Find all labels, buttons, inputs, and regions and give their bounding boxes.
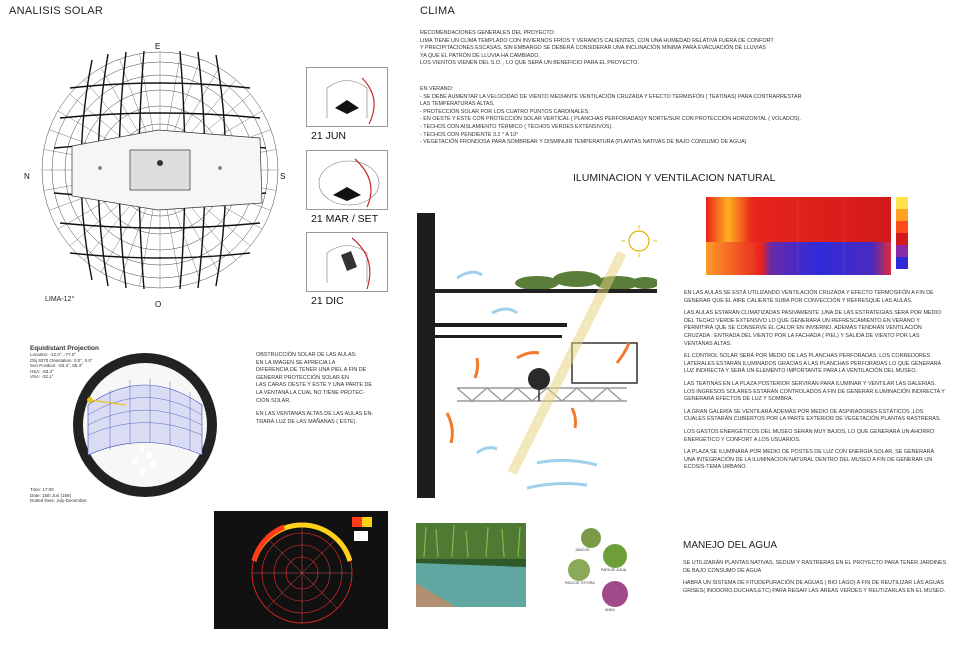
section-diagram — [417, 213, 657, 498]
equidistant-meta: Location: -12.0°, -77.0° Obj 9370 Orientation: 0.0°, 0.0° Sun Position: -83.3°, 55.3° HSA: -83.3° VSA: -32.1° — [30, 352, 93, 379]
iluminacion-title: ILUMINACION Y VENTILACION NATURAL — [573, 172, 776, 184]
thumb-label-mar: 21 MAR / SET — [311, 213, 379, 225]
solar-title: ANALISIS SOLAR — [9, 5, 104, 17]
thumb-label-dic: 21 DIC — [311, 295, 344, 307]
equidistant-projection — [30, 345, 245, 505]
clima-title: CLIMA — [420, 5, 456, 17]
thumb-21-mar-set — [306, 150, 388, 210]
thumb-21-dic — [306, 232, 388, 292]
compass-o: O — [155, 300, 162, 309]
agua-text: SE UTILIZARÁN PLANTAS NATIVAS, SEDUM Y RASTRERAS EN EL PROYECTO PARA TENER JARDINES DE BAJO CONSUMO DE AGUA HABRÁ UN SISTEMA DE FITUDEPURACIÓN DE AGUAS ( BIO LAGO) A FIN DE REUTILIZAR LAS AGUAS GRISES( INODORO,DUCHAS,ETC) PARA REGAR LAS ÁREAS VERDES Y REUTIZARLAS EN EL MUSEO. — [683, 560, 947, 594]
plant-label-4: ANEA — [605, 608, 615, 612]
iluminacion-text: EN LAS AULAS SE ESTÁ UTILIZANDO VENTILACIÓN CRUZADA Y EFECTO TERMOSIFÓN A FIN DE GENERAR QUE EL AIRE CALIENTE SUBA POR CONVECCIÓN Y REFRESQUE LAS AULAS. LAS AULAS ESTARÁN CLIMATIZADAS PASIVAMENTE ,UNA DE LAS ESTRATEGIAS SERÁ POR MEDIO DEL TECHO VERDE EXTENSIVO LO QUE GENERARÁ UN REFRESCAMIENTO EN VERANO Y PERMITIRÁ QUE SE CONSERVE EL CALOR EN INVIERNO, ADEMÁS TENDRÁN VENTILACIÓN CRUZADA : ENTRADA DEL VIENTO POR LA FACHADA ( PIEL) Y SALIDA DE VIENTO POR LAS VENTANAS ALTAS. EL CONTROL SOLAR SERÁ POR MEDIO DE LAS PLANCHAS PERFORADAS. LOS CORREDORES LATERALES ESTARÁN ILUMINADOS GRACIAS A LAS PLANCHAS PERFORADAS LO QUE GENERARÁ LUZ INDIRECTA Y SERÁ UN ELEMENTO IMPORTANTE PARA LA VENTILACIÓN DEL MUSEO. LAS TEATINAS EN LA PLAZA POSTERIOR SERVIRÁN PARA ILUMINAR Y VENTILAR LAS GALERÍAS. LOS INGRESOS SOLARES ESTARÁN CONTROLADOS A FIN DE GENERAR ILUMINACIÓN INDIRECTA Y GENERARÁ EFECTOS DE LUZ Y SOMBRA. LA GRAN GALERÍA SE VENTILARÁ ADEMÁS POR MEDIO DE ASPIRADORES ESTÁTICOS ,LOS CUALES ESTARÁN CUBIERTOS POR LA PARTE EXTERIOR DE VEGETACIÓN PLANTAS RASTRERAS. LOS GASTOS ENERGÉTICOS DEL MUSEO SERÁN MUY BAJOS, LO QUE GENERARÁ UN AHORRO ENERGÉTICO Y CONFORT A LOS USUARIOS. LA PLAZA SE ILUMINARÁ POR MEDIO DE POSTES DE LUZ CON ENERGÍA SOLAR, SE GENERARÁ UNA INTEGRACIÓN DE LA ILUMINACION NATURAL DENTRO DEL MUSEO A FIN DE GENERAR UN ECOSIS-TEMA URBANO. — [684, 290, 945, 471]
heatmap-chart — [706, 197, 911, 277]
equidistant-title: Equidistant Projection — [30, 345, 99, 352]
plant-label-3: PASCOS TOTORA — [565, 581, 595, 585]
bio-lago-photo — [416, 523, 526, 607]
compass-n: N — [24, 172, 30, 181]
thumb-label-jun: 21 JUN — [311, 130, 347, 142]
plant-collage — [555, 528, 645, 616]
clima-intro: RECOMENDACIONES GENERALES DEL PROYECTO: LIMA TIENE UN CLIMA TEMPLADO CON INVIERNOS FRÍOS Y VERANOS CALIENTES, CON UNA HUMEDAD RELATIVA FUERA DE CONFORT Y PRECIPITACIONES ESCASAS, SIN EMBARGO SE DEBERÁ CONSIDERAR UNA INCLINACIÓN MÍNIMA PARA EVACUACIÓN DE LLUVIAS YA QUE EL PATRÓN DE LLUVIA HA CAMBIADO. LOS VIENTOS VIENEN DEL S.O. , LO QUE SERÁ UN BENEFICIO PARA EL PROYECTO. — [420, 30, 774, 67]
compass-s: S — [280, 172, 286, 181]
obstruction-text: OBSTRUCCIÓN SOLAR DE LAS AULAS: EN LA IMAGEN SE APRECIA LA DIFERENCIA DE TENER UNA PIEL A FIN DE GENERAR PROTECCIÓN SOLAR EN LAS CARAS OESTE Y ESTE Y UNA PARTE DE LA VENTANA LA CUAL NO TIENE PROTEC- CIÓN SOLAR. EN LAS VENTANAS ALTAS DE LAS AULAS EN- TRARÁ LUZ DE LAS MAÑANAS ( ESTE). — [256, 352, 374, 425]
radial-analysis-chart — [214, 511, 388, 629]
plant-label-2: PAPA DE AGUA — [601, 568, 627, 572]
clima-summer: EN VERANO: - SE DEBE AUMENTAR LA VELOCIDAD DE VIENTO MEDIANTE VENTILACIÓN CRUZADA Y EFECTO TERMISFÓN ( TEATINAS) PARA CONTRARRESTAR LAS TEMPERATURAS ALTAS. - PROTECCIÓN SOLAR POR LOS CUATRO PUNTOS CARDINALES. - EN OESTE Y ESTE CON PROTECCIÓN SOLAR VERTICAL ( PLANCHAS PERFORADAS)Y NORTE/SUR CON PROTECCIÓN HORIZONTAL ( VOLADOS). - TECHOS CON AISLAMIENTO TÉRMICO ( TECHOS VERDES EXTENSIVOS). - TECHOS CON PENDIENTE 3.2 ° A 10° - VEGETACIÓN FRONDOSA PARA SOMBREAR Y DISMINUIR TEMPERATURA (PLANTAS NATIVAS DE BAJO CONSUMO DE AGUA) — [420, 86, 802, 146]
compass-e: E — [155, 42, 161, 51]
thumb-21-jun — [306, 67, 388, 127]
equidistant-footer: Time: 17:00 Date: 15th Jun (166) Dotted lines: July-December. — [30, 487, 88, 503]
agua-title: MANEJO DEL AGUA — [683, 540, 778, 551]
plant-label-0: JUNCOS — [575, 548, 590, 552]
location-label: LIMA-12° — [45, 296, 75, 303]
sun-path-diagram — [30, 38, 290, 303]
